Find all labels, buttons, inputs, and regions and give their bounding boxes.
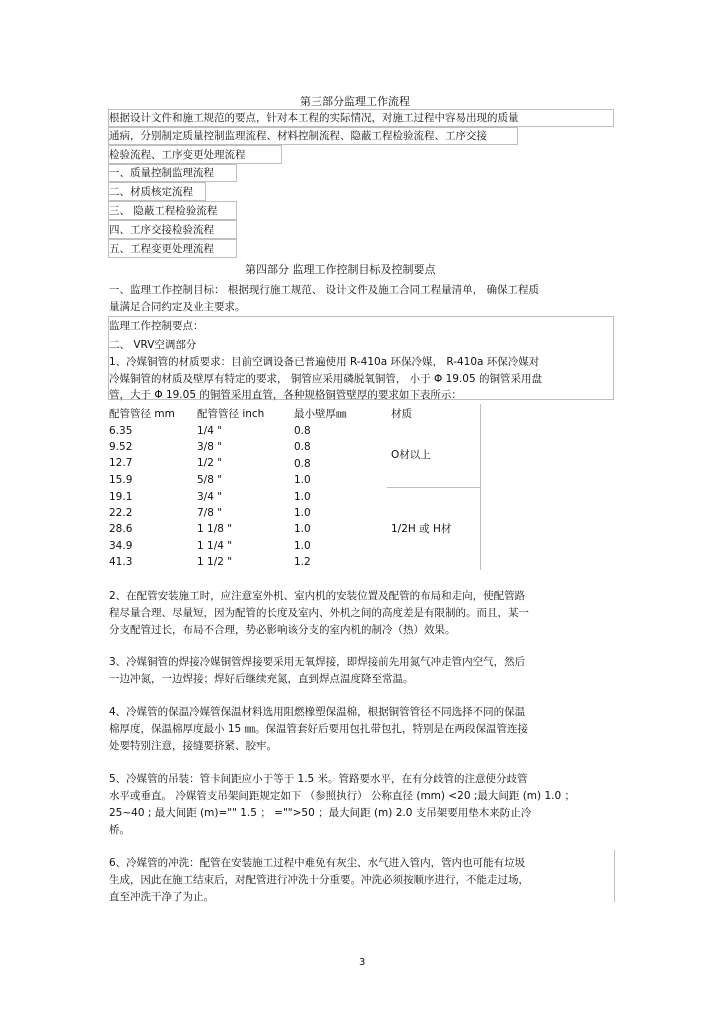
table-cell: 1.0 <box>294 523 311 535</box>
goal-line: 量满足合同约定及业主要求。 <box>109 301 246 313</box>
page-number: 3 <box>359 957 366 968</box>
para6-line: 生成，因此在施工结束后，对配管进行冲洗十分重要。冲洗必须按顺序进行，不能走过场， <box>109 874 529 886</box>
para4-line: 处要特别注意，接缝要挤紧、胶牢。 <box>109 740 277 752</box>
table-cell: 1.0 <box>294 507 311 519</box>
part3-title: 第三部分监理工作流程 <box>300 95 410 108</box>
flow-item: 一、质量控制监理流程 <box>109 167 214 179</box>
para5-line: 5、冷媒管的吊装：管卡间距应小于等于 1.5 米。管路要水平，在有分歧管的注意使分歧管 <box>109 773 528 785</box>
table-border <box>480 404 481 570</box>
table-header: 配管管径 mm <box>109 408 175 420</box>
table-cell: 1.2 <box>294 556 311 568</box>
table-cell: 0.8 <box>294 458 311 470</box>
table-border <box>387 487 480 488</box>
table-cell: 1 1/4 " <box>197 540 233 552</box>
part4-title: 第四部分 监理工作控制目标及控制要点 <box>245 263 436 276</box>
table-cell: 1.0 <box>294 540 311 552</box>
table-cell: 28.6 <box>109 523 133 535</box>
table-header: 最小壁厚㎜ <box>294 408 347 420</box>
points-heading: 监理工作控制要点： <box>109 320 204 332</box>
goal-line: 一、监理工作控制目标： 根据现行施工规范、 设计文件及施工合同工程量清单， 确保工程质 <box>109 284 540 296</box>
para2-line: 程尽量合理、尽量短，因为配管的长度及室内、外机之间的高度差是有限制的。而且，某一 <box>109 607 529 619</box>
material-o: O材以上 <box>391 449 431 461</box>
table-header: 材质 <box>391 408 412 420</box>
para1-line: 冷媒铜管的材质及壁厚有特定的要求， 铜管应采用磷脱氧铜管， 小于 Φ 19.05 的铜管采用盘 <box>109 373 543 385</box>
para3-line: 一边冲氮，一边焊接；焊好后继续充氮，直到焊点温度降至常温。 <box>109 673 414 685</box>
flow-item: 三、 隐蔽工程检验流程 <box>109 205 218 217</box>
table-cell: 7/8 " <box>197 507 223 519</box>
para1-line: 管，大于 Φ 19.05 的铜管采用直管，各种规格铜管壁厚的要求如下表所示： <box>109 389 462 401</box>
intro-line: 根据设计文件和施工规范的要点，针对本工程的实际情况，对施工过程中容易出现的质量 <box>109 112 519 124</box>
table-cell: 6.35 <box>109 425 133 437</box>
table-cell: 12.7 <box>109 457 133 469</box>
table-cell: 1 1/8 " <box>197 523 233 535</box>
para5-line: 25~40 ; 最大间距 (m)="" 1.5 ； ="">50 ；最大间距 (m) 2.0 支吊架要用垫木来防止冷 <box>109 807 532 819</box>
table-cell: 1/2 " <box>197 457 223 469</box>
table-cell: 3/4 " <box>197 491 223 503</box>
table-cell: 1 1/2 " <box>197 556 233 568</box>
table-cell: 0.8 <box>294 441 311 453</box>
para1-line: 1、冷媒铜管的材质要求：目前空调设备已普遍使用 R-410a 环保冷媒， R-410a 环保冷媒对 <box>109 356 540 368</box>
flow-item: 四、工序交接检验流程 <box>109 224 214 236</box>
para6-line: 6、冷媒管的冲洗：配管在安装施工过程中难免有灰尘、水气进入管内，管内也可能有垃圾 <box>109 857 526 869</box>
table-cell: 9.52 <box>109 441 133 453</box>
material-h: 1/2H 或 H材 <box>391 523 452 535</box>
intro-line: 通病，分别制定质量控制监理流程、材料控制流程、隐蔽工程检验流程、工序交接 <box>109 130 487 142</box>
para4-line: 棉厚度，保温棉厚度最小 15 ㎜。保温管套好后要用包扎带包扎，特别是在两段保温管连接 <box>109 723 529 735</box>
table-cell: 1.0 <box>294 474 311 486</box>
para3-line: 3、冷媒铜管的焊接冷媒铜管焊接要采用无氧焊接，即焊接前先用氮气冲走管内空气，然后 <box>109 656 526 668</box>
table-cell: 41.3 <box>109 556 133 568</box>
table-cell: 0.8 <box>294 425 311 437</box>
para6-line: 直至冲洗干净了为止。 <box>109 891 214 903</box>
table-cell: 34.9 <box>109 540 133 552</box>
flow-item: 五、工程变更处理流程 <box>109 243 214 255</box>
para2-line: 分支配管过长，布局不合理，势必影响该分支的室内机的制冷（热）效果。 <box>109 624 456 636</box>
para2-line: 2、在配管安装施工时，应注意室外机、室内机的安装位置及配管的布局和走向，使配管路 <box>109 590 526 602</box>
table-cell: 1/4 " <box>197 425 223 437</box>
table-cell: 5/8 " <box>197 474 223 486</box>
table-cell: 22.2 <box>109 507 133 519</box>
intro-line: 检验流程、工序变更处理流程 <box>109 149 246 161</box>
table-cell: 15.9 <box>109 474 133 486</box>
vrv-heading: 二、 VRV空调部分 <box>109 339 197 351</box>
para5-line: 桥。 <box>109 824 130 836</box>
table-cell: 19.1 <box>109 491 133 503</box>
para4-line: 4、冷媒管的保温冷媒管保温材料选用阻燃橡塑保温棉，根据铜管管径不同选择不同的保温 <box>109 706 526 718</box>
text-box-edge <box>614 850 615 902</box>
table-cell: 1.0 <box>294 491 311 503</box>
para5-line: 水平或垂直。 冷媒管支吊架间距规定如下 （参照执行） 公称直径 (mm) <20 ;最大间距 (m) 1.0 ； <box>109 790 576 802</box>
table-cell: 3/8 " <box>197 441 223 453</box>
table-header: 配管管径 inch <box>197 408 265 420</box>
flow-item: 二、材质核定流程 <box>109 186 193 198</box>
